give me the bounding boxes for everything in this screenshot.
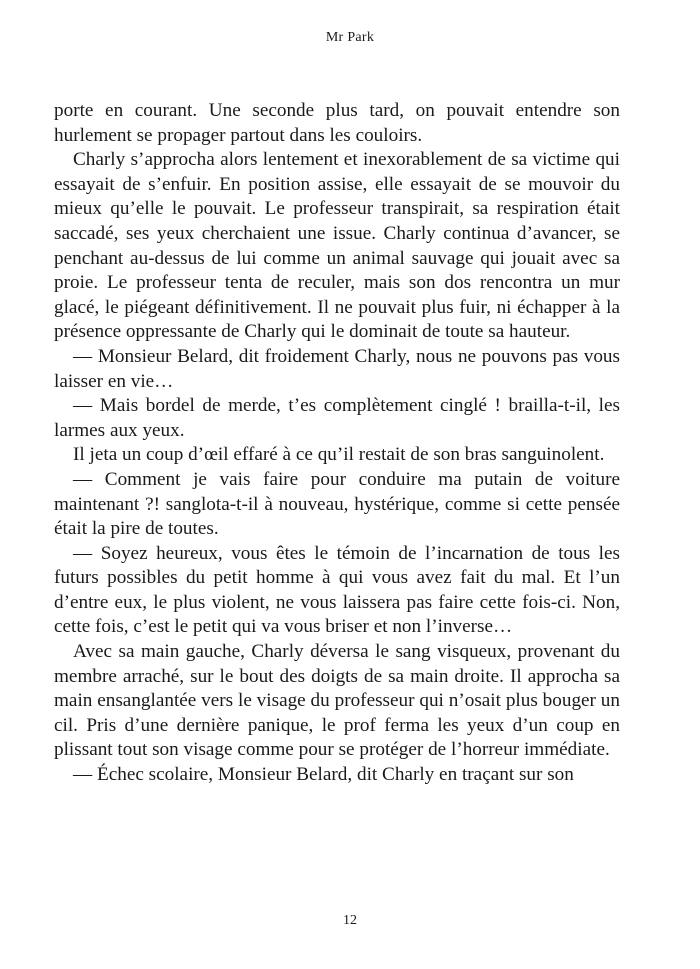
running-header: Mr Park bbox=[325, 30, 375, 45]
paragraph: — Mais bordel de merde, t’es complètement cinglé ! brailla-t-il, les larmes aux yeux. bbox=[54, 395, 620, 441]
page-body bbox=[54, 99, 620, 788]
paragraph: — Monsieur Belard, dit froidement Charly, nous ne pouvons pas vous laisser en vie… bbox=[54, 345, 620, 392]
paragraph: Charly s’approcha alors lentement et inexorablement de sa victime qui essayait de s’enfuir. En position assise, elle essayait de se mouvoir du mieux qu’elle le pouvait. Le professeur transpirait, sa respiration était saccadé, ses yeux cherchaient une issue. Charly continua d’avancer, se penchant au-dessus de lui comme un animal sauvage qui jouait avec sa proie. Le professeur tenta de reculer, mais son dos rencontra un mur glacé, le piégeant définitivement. Il ne pouvait plus fuir, ni échapper à la présence oppressante de Charly qui le dominait de toute sa hauteur. bbox=[54, 149, 620, 343]
paragraph: Il jeta un coup d’œil effaré à ce qu’il restait de son bras sanguinolent. bbox=[73, 444, 605, 466]
paragraph: Avec sa main gauche, Charly déversa le sang visqueux, provenant du membre arraché, sur le bout des doigts de sa main droite. Il approcha sa main ensanglantée vers le visage du professeur qui n’osait plus bouger un cil. Pris d’une dernière panique, le prof ferma les yeux d’un coup en plissant tout son visage comme pour se protéger de l’horreur immédiate. bbox=[54, 641, 620, 761]
paragraph: — Soyez heureux, vous êtes le témoin de l’incarnation de tous les futurs possibles du petit homme à qui vous avez fait du mal. Et l’un d’entre eux, le plus violent, ne vous laissera pas faire cette fois-ci. Non, cette fois, c’est le petit qui va vous briser et non l’inverse… bbox=[54, 542, 620, 638]
paragraph: — Échec scolaire, Monsieur Belard, dit Charly en traçant sur son bbox=[73, 764, 574, 786]
paragraph: — Comment je vais faire pour conduire ma putain de voiture maintenant ?! sanglota-t-il à nouveau, hystérique, comme si cette pensée était la pire de toutes. bbox=[54, 468, 620, 540]
page-number: 12 bbox=[343, 913, 357, 928]
paragraph: porte en courant. Une seconde plus tard, on pouvait entendre son hurlement se propager partout dans les couloirs. bbox=[54, 100, 620, 146]
